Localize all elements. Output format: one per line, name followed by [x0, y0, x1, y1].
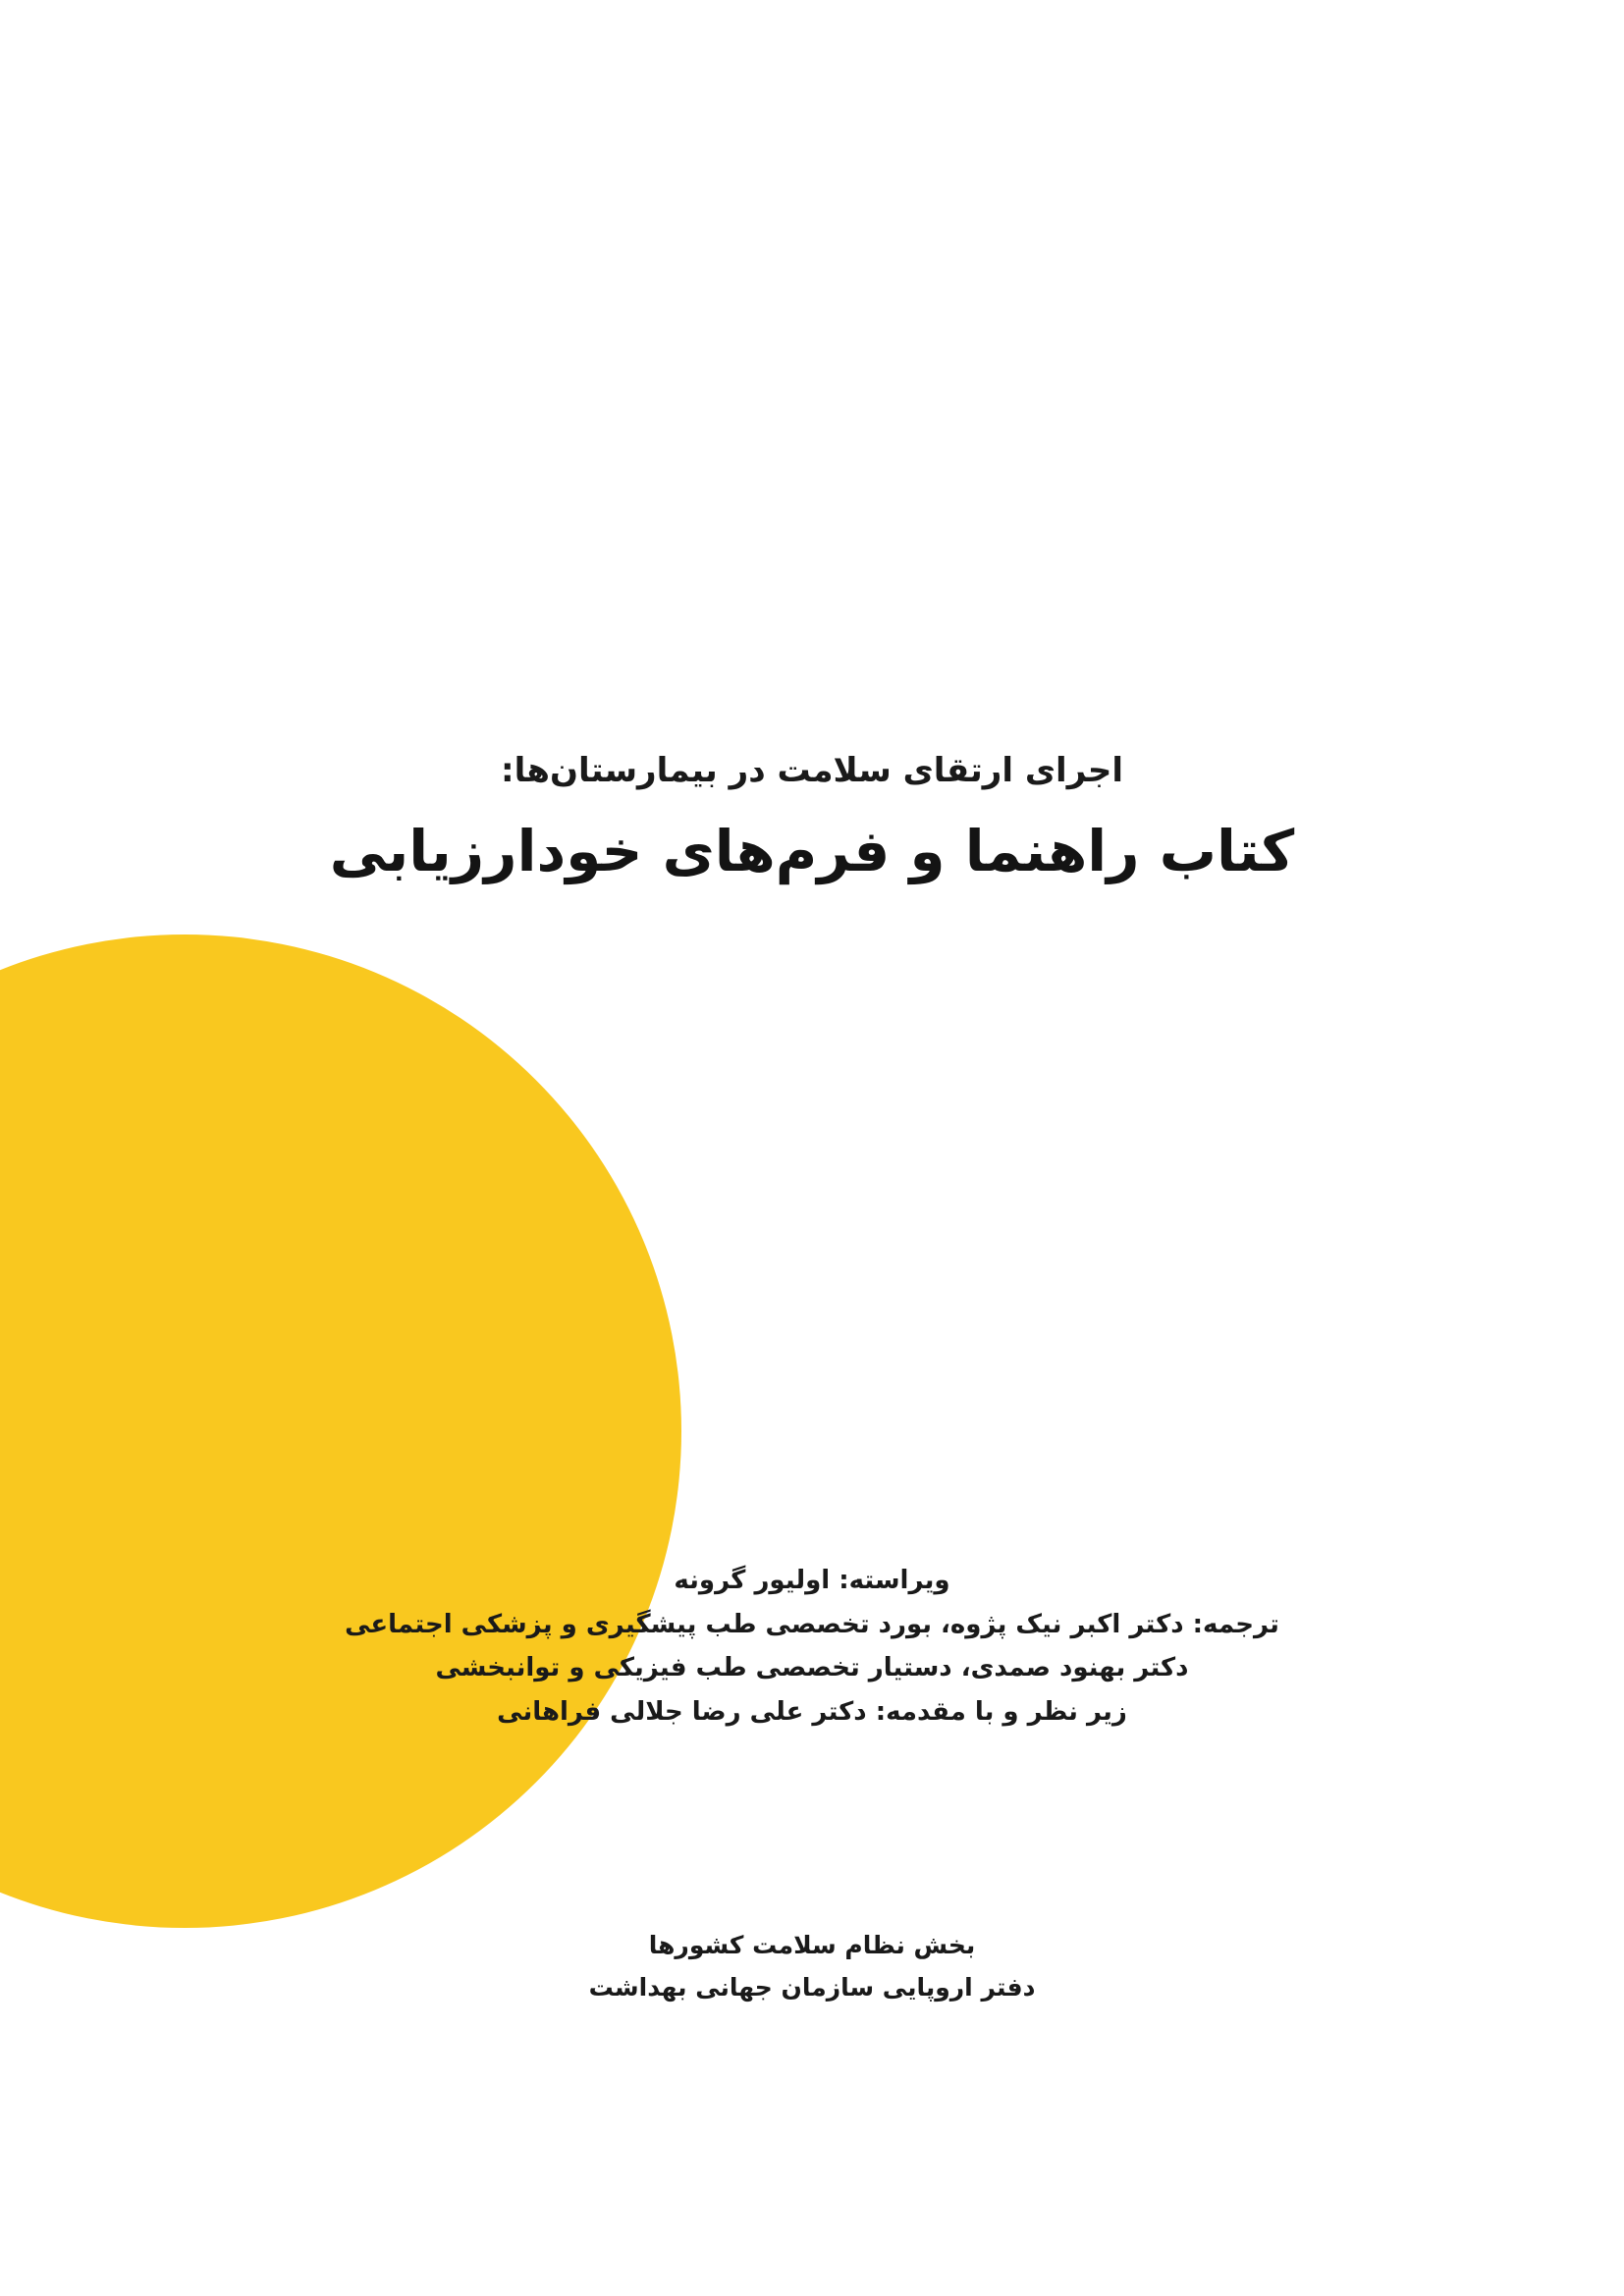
title-block: [0, 746, 1624, 892]
publisher-organization: دفتر اروپایی سازمان جهانی بهداشت: [588, 1973, 1036, 2002]
publisher-division: بخش نظام سلامت کشورها: [648, 1931, 976, 1959]
credit-line-supervisor: زیر نظر و با مقدمه: دکتر علی رضا جلالی فراهانی: [497, 1697, 1127, 1728]
decorative-yellow-circle: [0, 934, 681, 1928]
cover-subtitle: اجرای ارتقای سلامت در بیمارستان‌ها:: [501, 751, 1123, 790]
credit-line-translator-2: دکتر بهنود صمدی، دستیار تخصصی طب فیزیکی و توانبخشی: [435, 1653, 1189, 1683]
cover-title: کتاب راهنما و فرم‌های خودارزیابی: [329, 818, 1295, 884]
credit-line-translator-1: ترجمه: دکتر اکبر نیک پژوه، بورد تخصصی طب پیشگیری و پزشکی اجتماعی: [345, 1609, 1279, 1639]
publisher-block: [0, 1924, 1624, 2008]
credit-line-editor: ویراسته: اولیور گرونه: [674, 1566, 950, 1595]
credits-block: [0, 1559, 1624, 1735]
